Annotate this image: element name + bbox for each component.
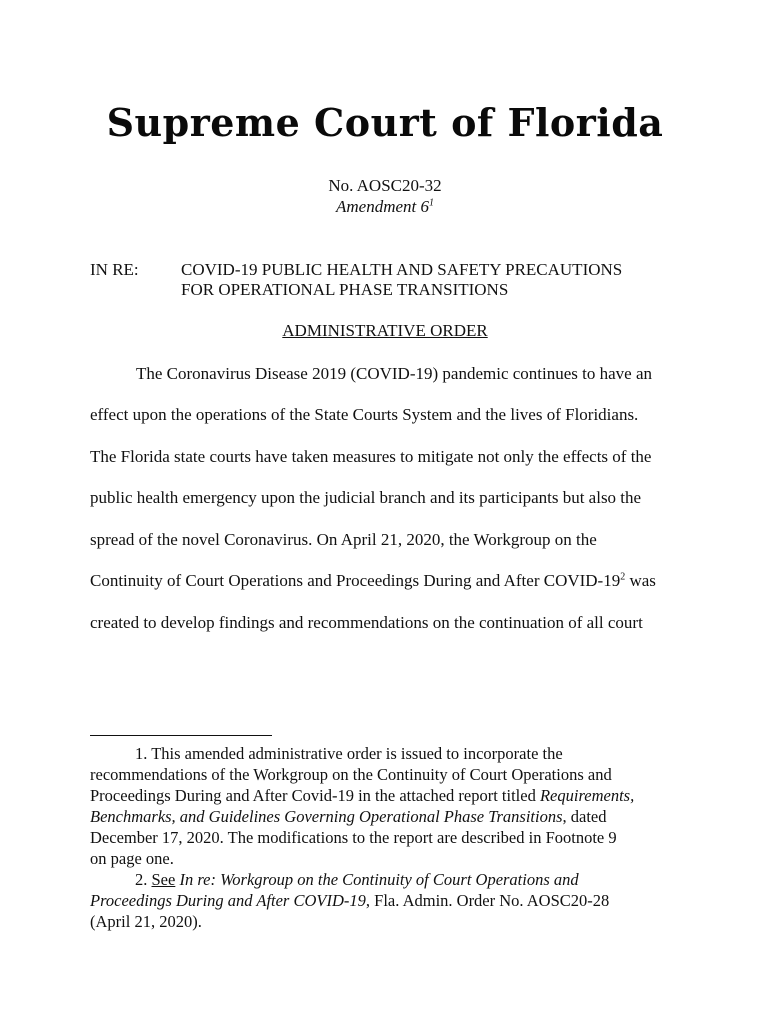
footnote-2-citation: , Fla. Admin. Order No. AOSC20-28 (365, 891, 610, 910)
footnote-1-line-4 (90, 807, 607, 827)
in-re-label: IN RE: (90, 260, 139, 279)
footnote-1-report-title-cont: Benchmarks, and Guidelines Governing Operational Phase Transitions (90, 807, 563, 826)
footnote-2-line-3: (April 21, 2020). (90, 912, 202, 931)
footnote-1-line-5: December 17, 2020. The modifications to the report are described in Footnote 9 (90, 828, 617, 847)
in-re-subject-line-1: COVID-19 PUBLIC HEALTH AND SAFETY PRECAUTIONS (181, 260, 623, 279)
footnote-2-case-name: In re: Workgroup on the Continuity of Court Operations and (175, 870, 579, 889)
in-re-subject (181, 260, 622, 300)
footnote-2-number: 2. (135, 870, 152, 889)
case-number: No. AOSC20-32 (328, 176, 442, 195)
footnote-2-line-2 (90, 891, 609, 911)
footnote-2-line-1 (135, 870, 579, 890)
body-line-6-text: Continuity of Court Operations and Proceedings During and After COVID-19 (90, 571, 621, 590)
body-line-7: created to develop findings and recommendations on the continuation of all court (90, 613, 643, 632)
footnote-2-case-name-cont: Proceedings During and After COVID-19 (90, 891, 366, 910)
body-line-6 (90, 571, 656, 591)
footnote-divider (90, 735, 272, 736)
footnote-1-line-4-tail: , dated (562, 807, 607, 826)
footnote-1-line-1: 1. This amended administrative order is issued to incorporate the (135, 744, 563, 763)
footnote-ref-2: 2 (620, 571, 626, 583)
court-name-heading: Supreme Court of Florida (106, 100, 664, 145)
body-line-6-tail: was (625, 571, 656, 590)
footnote-1-line-3 (90, 786, 634, 806)
amendment-label (0, 197, 770, 217)
body-line-5: spread of the novel Coronavirus. On April 21, 2020, the Workgroup on the (90, 530, 597, 549)
body-line-2: effect upon the operations of the State Courts System and the lives of Floridians. (90, 405, 639, 424)
footnote-1-line-2: recommendations of the Workgroup on the Continuity of Court Operations and (90, 765, 612, 784)
footnote-1-line-3-text: Proceedings During and After Covid-19 in the attached report titled (90, 786, 540, 805)
footnote-ref-1: 1 (429, 197, 434, 209)
body-line-3: The Florida state courts have taken measures to mitigate not only the effects of the (90, 447, 652, 466)
footnote-1-report-title: Requirements, (539, 786, 635, 805)
body-line-1: The Coronavirus Disease 2019 (COVID-19) pandemic continues to have an (136, 364, 653, 383)
footnote-2-see: See (151, 870, 176, 889)
amendment-text: Amendment 6 (335, 197, 429, 216)
order-heading: ADMINISTRATIVE ORDER (282, 321, 488, 340)
footnote-1-line-6: on page one. (90, 849, 174, 868)
in-re-subject-line-2: FOR OPERATIONAL PHASE TRANSITIONS (181, 280, 509, 299)
body-line-4: public health emergency upon the judicial branch and its participants but also the (90, 488, 642, 507)
